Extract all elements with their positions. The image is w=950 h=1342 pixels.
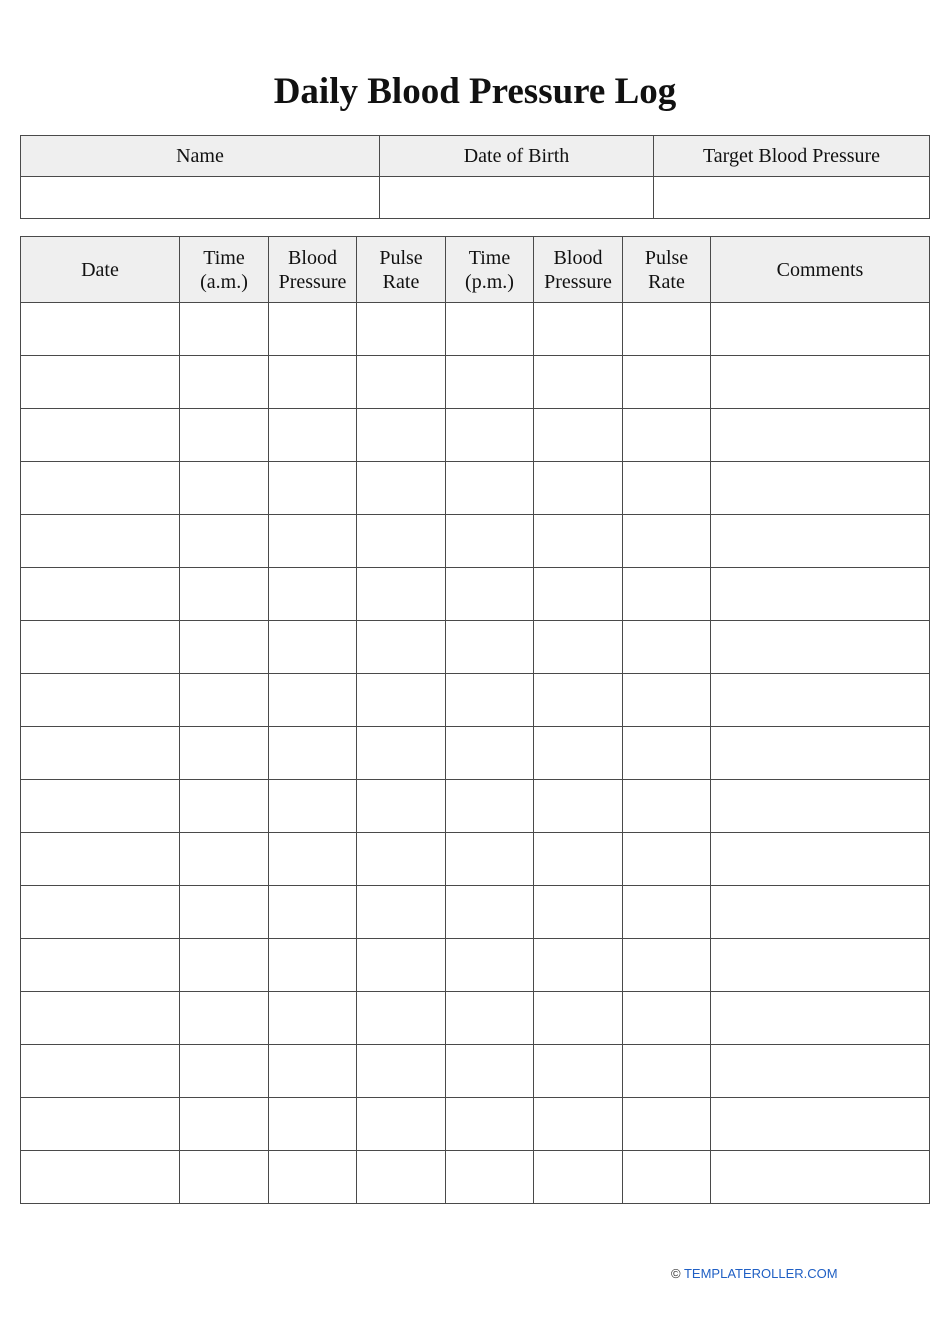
blood-pressure-pm-cell[interactable] <box>534 939 623 992</box>
time-am-cell[interactable] <box>180 515 269 568</box>
log-row <box>21 621 930 674</box>
pulse-rate-am-cell[interactable] <box>357 515 446 568</box>
blood-pressure-pm-cell[interactable] <box>534 303 623 356</box>
blood-pressure-am-header-line-2: Pressure <box>278 270 347 293</box>
blood-pressure-pm-cell[interactable] <box>534 621 623 674</box>
blood-pressure-log-table <box>20 236 930 1204</box>
target-blood-pressure-field[interactable] <box>654 177 930 219</box>
comments-cell[interactable] <box>711 1151 930 1204</box>
comments-cell[interactable] <box>711 303 930 356</box>
time-pm-cell[interactable] <box>446 409 534 462</box>
comments-cell[interactable] <box>711 568 930 621</box>
blood-pressure-pm-cell[interactable] <box>534 674 623 727</box>
blood-pressure-pm-cell[interactable] <box>534 886 623 939</box>
time-am-cell[interactable] <box>180 833 269 886</box>
templateroller-link[interactable]: TEMPLATEROLLER.COM <box>683 1266 838 1281</box>
blood-pressure-am-cell[interactable] <box>269 886 357 939</box>
blood-pressure-am-cell[interactable] <box>269 409 357 462</box>
blood-pressure-pm-cell[interactable] <box>534 1098 623 1151</box>
pulse-rate-pm-cell[interactable] <box>623 1045 711 1098</box>
pulse-rate-am-cell[interactable] <box>357 621 446 674</box>
comments-column-header-line-1: Comments <box>776 258 864 281</box>
pulse-rate-pm-cell[interactable] <box>623 886 711 939</box>
time-am-cell[interactable] <box>180 409 269 462</box>
log-row <box>21 727 930 780</box>
blood-pressure-am-cell[interactable] <box>269 833 357 886</box>
blood-pressure-pm-cell[interactable] <box>534 1151 623 1204</box>
pulse-rate-am-cell[interactable] <box>357 409 446 462</box>
time-pm-cell[interactable] <box>446 568 534 621</box>
pulse-rate-am-header-line-1: Pulse <box>379 246 423 269</box>
blood-pressure-am-cell[interactable] <box>269 356 357 409</box>
pulse-rate-pm-cell[interactable] <box>623 515 711 568</box>
name-field[interactable] <box>21 177 380 219</box>
pulse-rate-am-cell[interactable] <box>357 886 446 939</box>
log-body <box>21 303 930 1204</box>
comments-cell[interactable] <box>711 462 930 515</box>
pulse-rate-pm-cell[interactable] <box>623 992 711 1045</box>
blood-pressure-pm-cell[interactable] <box>534 462 623 515</box>
comments-cell[interactable] <box>711 886 930 939</box>
time-pm-cell[interactable] <box>446 727 534 780</box>
time-pm-cell[interactable] <box>446 992 534 1045</box>
pulse-rate-pm-header-line-2: Rate <box>648 270 685 293</box>
comments-cell[interactable] <box>711 515 930 568</box>
date-cell[interactable] <box>21 568 180 621</box>
pulse-rate-pm-cell[interactable] <box>623 356 711 409</box>
log-row <box>21 1045 930 1098</box>
time-pm-cell[interactable] <box>446 886 534 939</box>
blood-pressure-pm-cell[interactable] <box>534 356 623 409</box>
copyright-symbol: © <box>671 1266 681 1281</box>
log-row <box>21 515 930 568</box>
pulse-rate-am-cell[interactable] <box>357 833 446 886</box>
time-am-cell[interactable] <box>180 356 269 409</box>
blood-pressure-am-cell[interactable] <box>269 1045 357 1098</box>
time-am-cell[interactable] <box>180 1098 269 1151</box>
comments-cell[interactable] <box>711 833 930 886</box>
pulse-rate-am-cell[interactable] <box>357 1151 446 1204</box>
time-pm-cell[interactable] <box>446 674 534 727</box>
time-pm-cell[interactable] <box>446 621 534 674</box>
time-pm-cell[interactable] <box>446 356 534 409</box>
time-pm-cell[interactable] <box>446 780 534 833</box>
log-row <box>21 992 930 1045</box>
blood-pressure-pm-cell[interactable] <box>534 409 623 462</box>
blood-pressure-pm-column-header <box>534 237 623 303</box>
log-row <box>21 886 930 939</box>
blood-pressure-pm-cell[interactable] <box>534 727 623 780</box>
log-header-row <box>21 237 930 303</box>
log-row <box>21 303 930 356</box>
comments-column-header <box>711 237 930 303</box>
date-cell[interactable] <box>21 886 180 939</box>
pulse-rate-am-cell[interactable] <box>357 939 446 992</box>
blood-pressure-am-cell[interactable] <box>269 568 357 621</box>
log-row <box>21 356 930 409</box>
log-row <box>21 833 930 886</box>
pulse-rate-am-cell[interactable] <box>357 303 446 356</box>
pulse-rate-pm-cell[interactable] <box>623 674 711 727</box>
pulse-rate-am-cell[interactable] <box>357 780 446 833</box>
date-cell[interactable] <box>21 727 180 780</box>
time-pm-cell[interactable] <box>446 1098 534 1151</box>
time-pm-cell[interactable] <box>446 833 534 886</box>
blood-pressure-pm-cell[interactable] <box>534 568 623 621</box>
blood-pressure-am-cell[interactable] <box>269 462 357 515</box>
date-of-birth-field[interactable] <box>380 177 654 219</box>
time-pm-cell[interactable] <box>446 1045 534 1098</box>
pulse-rate-pm-header-line-1: Pulse <box>644 246 689 269</box>
blood-pressure-am-cell[interactable] <box>269 303 357 356</box>
name-header: Name <box>21 136 380 177</box>
date-of-birth-header: Date of Birth <box>380 136 654 177</box>
time-am-cell[interactable] <box>180 939 269 992</box>
time-pm-cell[interactable] <box>446 1151 534 1204</box>
time-pm-cell[interactable] <box>446 462 534 515</box>
time-pm-cell[interactable] <box>446 939 534 992</box>
pulse-rate-pm-cell[interactable] <box>623 939 711 992</box>
blood-pressure-am-cell[interactable] <box>269 727 357 780</box>
patient-info-value-row <box>21 177 930 219</box>
blood-pressure-am-cell[interactable] <box>269 780 357 833</box>
time-pm-cell[interactable] <box>446 515 534 568</box>
comments-cell[interactable] <box>711 409 930 462</box>
pulse-rate-pm-cell[interactable] <box>623 1098 711 1151</box>
page-title: Daily Blood Pressure Log <box>273 71 677 112</box>
date-cell[interactable] <box>21 303 180 356</box>
pulse-rate-am-cell[interactable] <box>357 568 446 621</box>
time-am-cell[interactable] <box>180 674 269 727</box>
blood-pressure-am-column-header <box>269 237 357 303</box>
time-pm-header-line-2: (p.m.) <box>465 270 514 293</box>
pulse-rate-pm-cell[interactable] <box>623 409 711 462</box>
log-row <box>21 409 930 462</box>
time-am-cell[interactable] <box>180 621 269 674</box>
date-cell[interactable] <box>21 674 180 727</box>
patient-info-table <box>20 135 930 219</box>
blood-pressure-pm-cell[interactable] <box>534 992 623 1045</box>
pulse-rate-am-cell[interactable] <box>357 727 446 780</box>
blood-pressure-am-cell[interactable] <box>269 939 357 992</box>
date-cell[interactable] <box>21 515 180 568</box>
blood-pressure-am-header-line-1: Blood <box>288 246 337 269</box>
blood-pressure-pm-header-line-2: Pressure <box>544 270 612 293</box>
date-cell[interactable] <box>21 992 180 1045</box>
pulse-rate-pm-cell[interactable] <box>623 303 711 356</box>
pulse-rate-pm-cell[interactable] <box>623 727 711 780</box>
comments-cell[interactable] <box>711 356 930 409</box>
pulse-rate-am-cell[interactable] <box>357 992 446 1045</box>
pulse-rate-pm-cell[interactable] <box>623 621 711 674</box>
blood-pressure-am-cell[interactable] <box>269 674 357 727</box>
time-am-cell[interactable] <box>180 992 269 1045</box>
time-am-header-line-2: (a.m.) <box>200 270 248 293</box>
date-cell[interactable] <box>21 621 180 674</box>
comments-cell[interactable] <box>711 1045 930 1098</box>
pulse-rate-pm-column-header <box>623 237 711 303</box>
time-am-cell[interactable] <box>180 303 269 356</box>
date-cell[interactable] <box>21 462 180 515</box>
blood-pressure-pm-cell[interactable] <box>534 833 623 886</box>
blood-pressure-am-cell[interactable] <box>269 515 357 568</box>
date-column-header <box>21 237 180 303</box>
blood-pressure-am-cell[interactable] <box>269 992 357 1045</box>
pulse-rate-am-column-header <box>357 237 446 303</box>
time-am-cell[interactable] <box>180 1045 269 1098</box>
blood-pressure-pm-header-line-1: Blood <box>553 246 603 269</box>
blood-pressure-pm-cell[interactable] <box>534 780 623 833</box>
blood-pressure-am-cell[interactable] <box>269 621 357 674</box>
time-pm-cell[interactable] <box>446 303 534 356</box>
pulse-rate-pm-cell[interactable] <box>623 462 711 515</box>
date-cell[interactable] <box>21 1098 180 1151</box>
pulse-rate-pm-cell[interactable] <box>623 780 711 833</box>
blood-pressure-pm-cell[interactable] <box>534 1045 623 1098</box>
log-row <box>21 1098 930 1151</box>
time-am-cell[interactable] <box>180 780 269 833</box>
pulse-rate-am-cell[interactable] <box>357 356 446 409</box>
date-cell[interactable] <box>21 833 180 886</box>
time-am-cell[interactable] <box>180 886 269 939</box>
blood-pressure-am-cell[interactable] <box>269 1098 357 1151</box>
date-cell[interactable] <box>21 939 180 992</box>
pulse-rate-am-cell[interactable] <box>357 1045 446 1098</box>
date-column-header-line-1: Date <box>81 258 119 281</box>
time-am-cell[interactable] <box>180 462 269 515</box>
date-cell[interactable] <box>21 1045 180 1098</box>
log-row <box>21 939 930 992</box>
comments-cell[interactable] <box>711 674 930 727</box>
log-row <box>21 568 930 621</box>
pulse-rate-pm-cell[interactable] <box>623 833 711 886</box>
patient-info-header-row <box>21 136 930 177</box>
date-cell[interactable] <box>21 409 180 462</box>
footer <box>671 1266 838 1281</box>
comments-cell[interactable] <box>711 939 930 992</box>
blood-pressure-am-cell[interactable] <box>269 1151 357 1204</box>
log-row <box>21 674 930 727</box>
time-am-cell[interactable] <box>180 568 269 621</box>
blood-pressure-pm-cell[interactable] <box>534 515 623 568</box>
date-cell[interactable] <box>21 780 180 833</box>
comments-cell[interactable] <box>711 1098 930 1151</box>
log-row <box>21 1151 930 1204</box>
pulse-rate-pm-cell[interactable] <box>623 568 711 621</box>
comments-cell[interactable] <box>711 621 930 674</box>
time-am-cell[interactable] <box>180 1151 269 1204</box>
log-row <box>21 462 930 515</box>
pulse-rate-am-cell[interactable] <box>357 462 446 515</box>
comments-cell[interactable] <box>711 992 930 1045</box>
time-pm-header-line-1: Time <box>468 246 511 269</box>
pulse-rate-pm-cell[interactable] <box>623 1151 711 1204</box>
comments-cell[interactable] <box>711 727 930 780</box>
date-cell[interactable] <box>21 1151 180 1204</box>
time-am-cell[interactable] <box>180 727 269 780</box>
date-cell[interactable] <box>21 356 180 409</box>
pulse-rate-am-cell[interactable] <box>357 1098 446 1151</box>
target-blood-pressure-header: Target Blood Pressure <box>654 136 930 177</box>
pulse-rate-am-cell[interactable] <box>357 674 446 727</box>
comments-cell[interactable] <box>711 780 930 833</box>
log-row <box>21 780 930 833</box>
time-am-column-header <box>180 237 269 303</box>
pulse-rate-am-header-line-2: Rate <box>382 270 420 293</box>
time-pm-column-header <box>446 237 534 303</box>
time-am-header-line-1: Time <box>203 246 245 269</box>
